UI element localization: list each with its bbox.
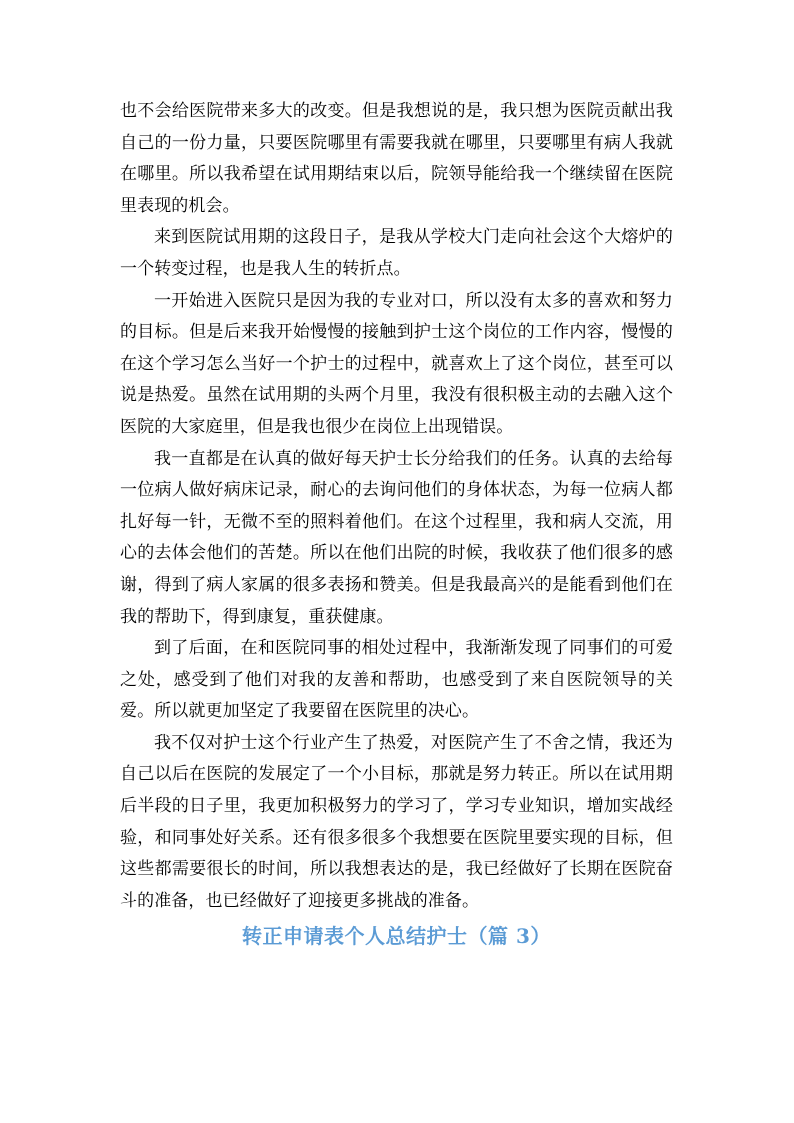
- paragraph-2: 来到医院试用期的这段日子，是我从学校大门走向社会这个大熔炉的一个转变过程，也是我人生的转折点。: [120, 227, 673, 279]
- paragraph-5: 到了后面，在和医院同事的相处过程中，我渐渐发现了同事们的可爱之处，感受到了他们对我的友善和帮助，也感受到了来自医院领导的关爱。所以就更加坚定了我要留在医院里的决心。: [120, 638, 673, 722]
- document-page: [120, 96, 673, 953]
- paragraph-3: 一开始进入医院只是因为我的专业对口，所以没有太多的喜欢和努力的目标。但是后来我开始慢慢的接触到护士这个岗位的工作内容，慢慢的在这个学习怎么当好一个护士的过程中，就喜欢上了这个岗位，甚至可以说是热爱。虽然在试用期的头两个月里，我没有很积极主动的去融入这个医院的大家庭里，但是我也很少在岗位上出现错误。: [120, 290, 673, 437]
- section-heading: 转正申请表个人总结护士（篇 3）: [242, 924, 551, 949]
- paragraph-6: 我不仅对护士这个行业产生了热爱，对医院产生了不舍之情，我还为自己以后在医院的发展定了一个小目标，那就是努力转正。所以在试用期后半段的日子里，我更加积极努力的学习了，学习专业知识，增加实战经验，和同事处好关系。还有很多很多个我想要在医院里要实现的目标，但这些都需要很长的时间，所以我想表达的是，我已经做好了长期在医院奋斗的准备，也已经做好了迎接更多挑战的准备。: [120, 732, 673, 911]
- paragraph-1: 也不会给医院带来多大的改变。但是我想说的是，我只想为医院贡献出我自己的一份力量，只要医院哪里有需要我就在哪里，只要哪里有病人我就在哪里。所以我希望在试用期结束以后，院领导能给我一个继续留在医院里表现的机会。: [120, 101, 673, 216]
- paragraph-4: 我一直都是在认真的做好每天护士长分给我们的任务。认真的去给每一位病人做好病床记录，耐心的去询问他们的身体状态，为每一位病人都扎好每一针，无微不至的照料着他们。在这个过程里，我和病人交流，用心的去体会他们的苦楚。所以在他们出院的时候，我收获了他们很多的感谢，得到了病人家属的很多表扬和赞美。但是我最高兴的是能看到他们在我的帮助下，得到康复，重获健康。: [120, 448, 673, 627]
